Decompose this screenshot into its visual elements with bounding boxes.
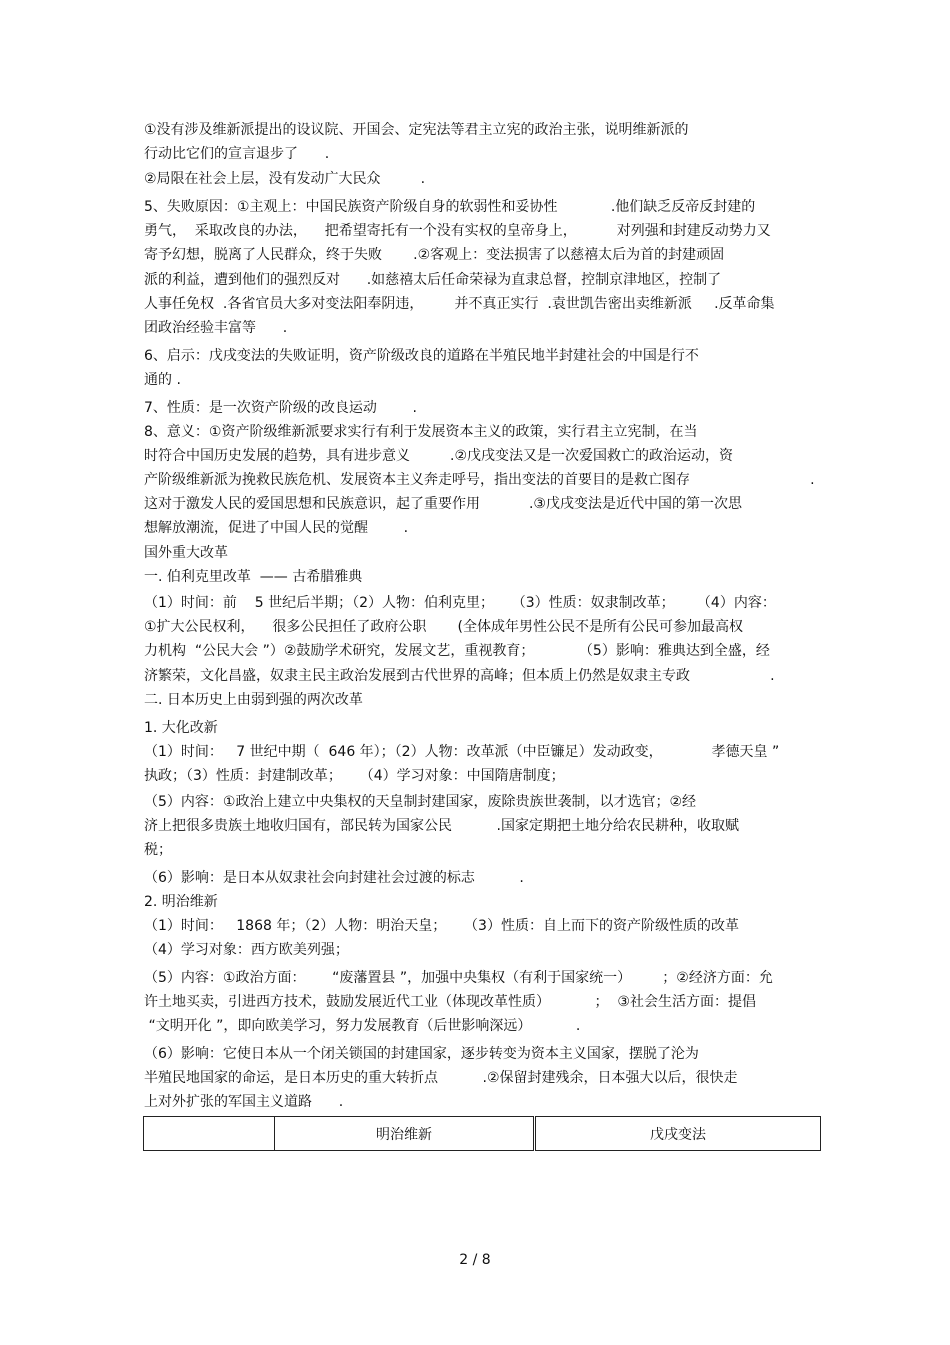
text-line: 派的利益，遭到他们的强烈反对 .如慈禧太后任命荣禄为直隶总督，控制京津地区，控制了 bbox=[144, 272, 722, 288]
text-line: （6）影响：是日本从奴隶社会向封建社会过渡的标志 . bbox=[144, 870, 524, 886]
text-line: 济上把很多贵族土地收归国有，部民转为国家公民 .国家定期把土地分给农民耕种，收取赋 bbox=[144, 818, 739, 834]
text-line: 想解放潮流，促进了中国人民的觉醒 . bbox=[144, 520, 409, 536]
text-line: 上对外扩张的军国主义道路 . bbox=[144, 1094, 344, 1110]
text-line: 半殖民地国家的命运，是日本历史的重大转折点 .②保留封建残余，日本强大以后，很快走 bbox=[144, 1070, 738, 1086]
text-line: “文明开化 ”，即向欧美学习，努力发展教育（后世影响深远） . bbox=[144, 1018, 581, 1034]
text-line: （4）学习对象：西方欧美列强； bbox=[144, 942, 349, 958]
text-line: 寄予幻想，脱离了人民群众，终于失败 .②客观上：变法损害了以慈禧太后为首的封建顽固 bbox=[144, 247, 725, 263]
text-line: ①扩大公民权利， 很多公民担任了政府公职 (全体成年男性公民不是所有公民可参加最高权 bbox=[144, 619, 743, 635]
text-line: 这对于激发人民的爱国思想和民族意识，起了重要作用 .③戊戌变法是近代中国的第一次思 bbox=[144, 496, 742, 512]
table-header-cell bbox=[144, 1117, 275, 1151]
text-line: 济繁荣，文化昌盛，奴隶主民主政治发展到古代世界的高峰；但本质上仍然是奴隶主专政 . bbox=[144, 668, 775, 684]
text-line: 许土地买卖，引进西方技术，鼓励发展近代工业（体现改革性质） ； ③社会生活方面：提倡 bbox=[144, 994, 756, 1010]
text-line: 7、性质：是一次资产阶级的改良运动 . bbox=[144, 400, 417, 416]
text-line: 产阶级维新派为挽救民族危机、发展资本主义奔走呼号，指出变法的首要目的是救亡图存 . bbox=[144, 472, 815, 488]
text-line: 团政治经验丰富等 . bbox=[144, 320, 288, 336]
text-line: 1. 大化改新 bbox=[144, 720, 218, 736]
text-line: ②局限在社会上层，没有发动广大民众 . bbox=[144, 171, 426, 187]
text-line: （1）时间： 7 世纪中期（ 646 年）；（2）人物：改革派（中臣镰足）发动政变， 孝德天皇 ” bbox=[144, 744, 780, 760]
text-line: 行动比它们的宣言退步了 . bbox=[144, 146, 330, 162]
text-line: （1）时间： 1868 年；（2）人物：明治天皇； （3）性质：自上而下的资产阶级性质的改革 bbox=[144, 918, 739, 934]
text-line: （5）内容：①政治方面： “废藩置县 ”，加强中央集权（有利于国家统一） ；②经济方面：允 bbox=[144, 970, 773, 986]
text-line: 税； bbox=[144, 842, 172, 858]
page-number: 2 / 8 bbox=[459, 1252, 491, 1268]
text-line: 勇气， 采取改良的办法， 把希望寄托有一个没有实权的皇帝身上， 对列强和封建反动势力又 bbox=[144, 223, 771, 239]
text-line: 二. 日本历史上由弱到强的两次改革 bbox=[144, 692, 363, 708]
table-header-cell: 明治维新 bbox=[275, 1117, 535, 1151]
table-header-row bbox=[144, 1117, 821, 1151]
text-line: （6）影响：它使日本从一个闭关锁国的封建国家，逐步转变为资本主义国家，摆脱了沦为 bbox=[144, 1046, 699, 1062]
text-line: 执政；（3）性质：封建制改革； （4）学习对象：中国隋唐制度； bbox=[144, 768, 565, 784]
text-line: 时符合中国历史发展的趋势，具有进步意义 .②戊戌变法又是一次爱国救亡的政治运动，资 bbox=[144, 448, 734, 464]
text-line: 6、启示：戊戌变法的失败证明，资产阶级改良的道路在半殖民地半封建社会的中国是行不 bbox=[144, 348, 699, 364]
text-line: 人事任免权 .各省官员大多对变法阳奉阴违， 并不真正实行 .袁世凯告密出卖维新派 .反革命集 bbox=[144, 296, 775, 312]
text-line: ①没有涉及维新派提出的设议院、开国会、定宪法等君主立宪的政治主张，说明维新派的 bbox=[144, 122, 689, 138]
text-line: 5、失败原因：①主观上：中国民族资产阶级自身的软弱性和妥协性 .他们缺乏反帝反封建的 bbox=[144, 199, 756, 215]
text-line: 8、意义：①资产阶级维新派要求实行有利于发展资本主义的政策，实行君主立宪制，在当 bbox=[144, 424, 698, 440]
text-line: 力机构 “公民大会 ”）②鼓励学术研究，发展文艺，重视教育； （5）影响：雅典达到全盛，经 bbox=[144, 643, 770, 659]
comparison-table bbox=[143, 1116, 821, 1151]
text-line: 2. 明治维新 bbox=[144, 894, 218, 910]
text-line: 国外重大改革 bbox=[144, 545, 228, 561]
table-header-cell: 戊戌变法 bbox=[535, 1117, 821, 1151]
text-line: 一. 伯利克里改革 —— 古希腊雅典 bbox=[144, 569, 363, 585]
text-line: （1）时间：前 5 世纪后半期；（2）人物：伯利克里； （3）性质：奴隶制改革； （4）内容： bbox=[144, 595, 776, 611]
text-line: 通的 . bbox=[144, 372, 181, 388]
text-line: （5）内容：①政治上建立中央集权的天皇制封建国家，废除贵族世袭制，以才选官；②经 bbox=[144, 794, 697, 810]
